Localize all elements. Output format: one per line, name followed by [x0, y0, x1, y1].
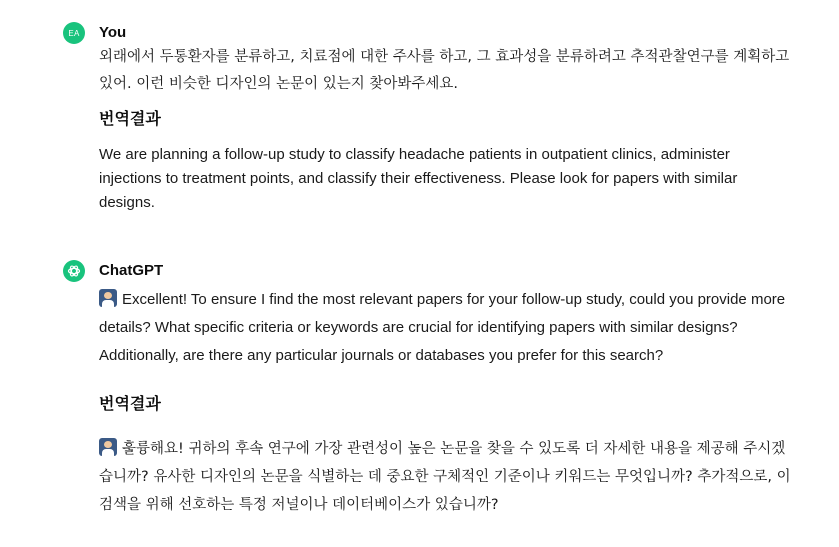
user-avatar — [63, 22, 85, 44]
assistant-translation-block — [99, 435, 795, 519]
assistant-message-text-block — [99, 286, 795, 370]
user-translation-heading: 번역결과 — [99, 109, 161, 128]
assistant-translation-text: 훌륭해요! 귀하의 후속 연구에 가장 관련성이 높은 논문을 찾을 수 있도록 더 자세한 내용을 제공해 주시겠습니까? 유사한 디자인의 논문을 식별하는 데 중요한 구체적인 기준이나 키워드는 무엇입니까? 추가적으로, 이 검색을 위해 선호하는 특정 저널이나 데이터베이스가 있습니까? — [99, 441, 791, 513]
user-message-text: 외래에서 두통환자를 분류하고, 치료점에 대한 주사를 하고, 그 효과성을 분류하려고 추적관찰연구를 계획하고 있어. 이런 비슷한 디자인의 논문이 있는지 찾아봐주세요. — [99, 49, 790, 92]
assistant-author-name: ChatGPT — [99, 262, 164, 279]
user-translation-text: We are planning a follow-up study to classify headache patients in outpatient clinics, administer injections to treatment points, and classify their effectiveness. Please look for papers with similar designs. — [99, 146, 738, 211]
avatar-initials: EA — [68, 28, 80, 38]
assistant-message-text: Excellent! To ensure I find the most relevant papers for your follow-up study, could you provide more details? What specific criteria or keywords are crucial for identifying papers with similar designs? Additionally, are there any particular journals or databases you prefer for this search? — [99, 291, 786, 364]
scientist-emoji-icon — [99, 289, 117, 307]
user-author-name: You — [99, 24, 127, 41]
chatgpt-avatar — [63, 260, 85, 282]
openai-logo-icon — [66, 263, 82, 279]
assistant-translation-heading: 번역결과 — [99, 394, 161, 413]
scientist-emoji-icon — [99, 438, 117, 456]
